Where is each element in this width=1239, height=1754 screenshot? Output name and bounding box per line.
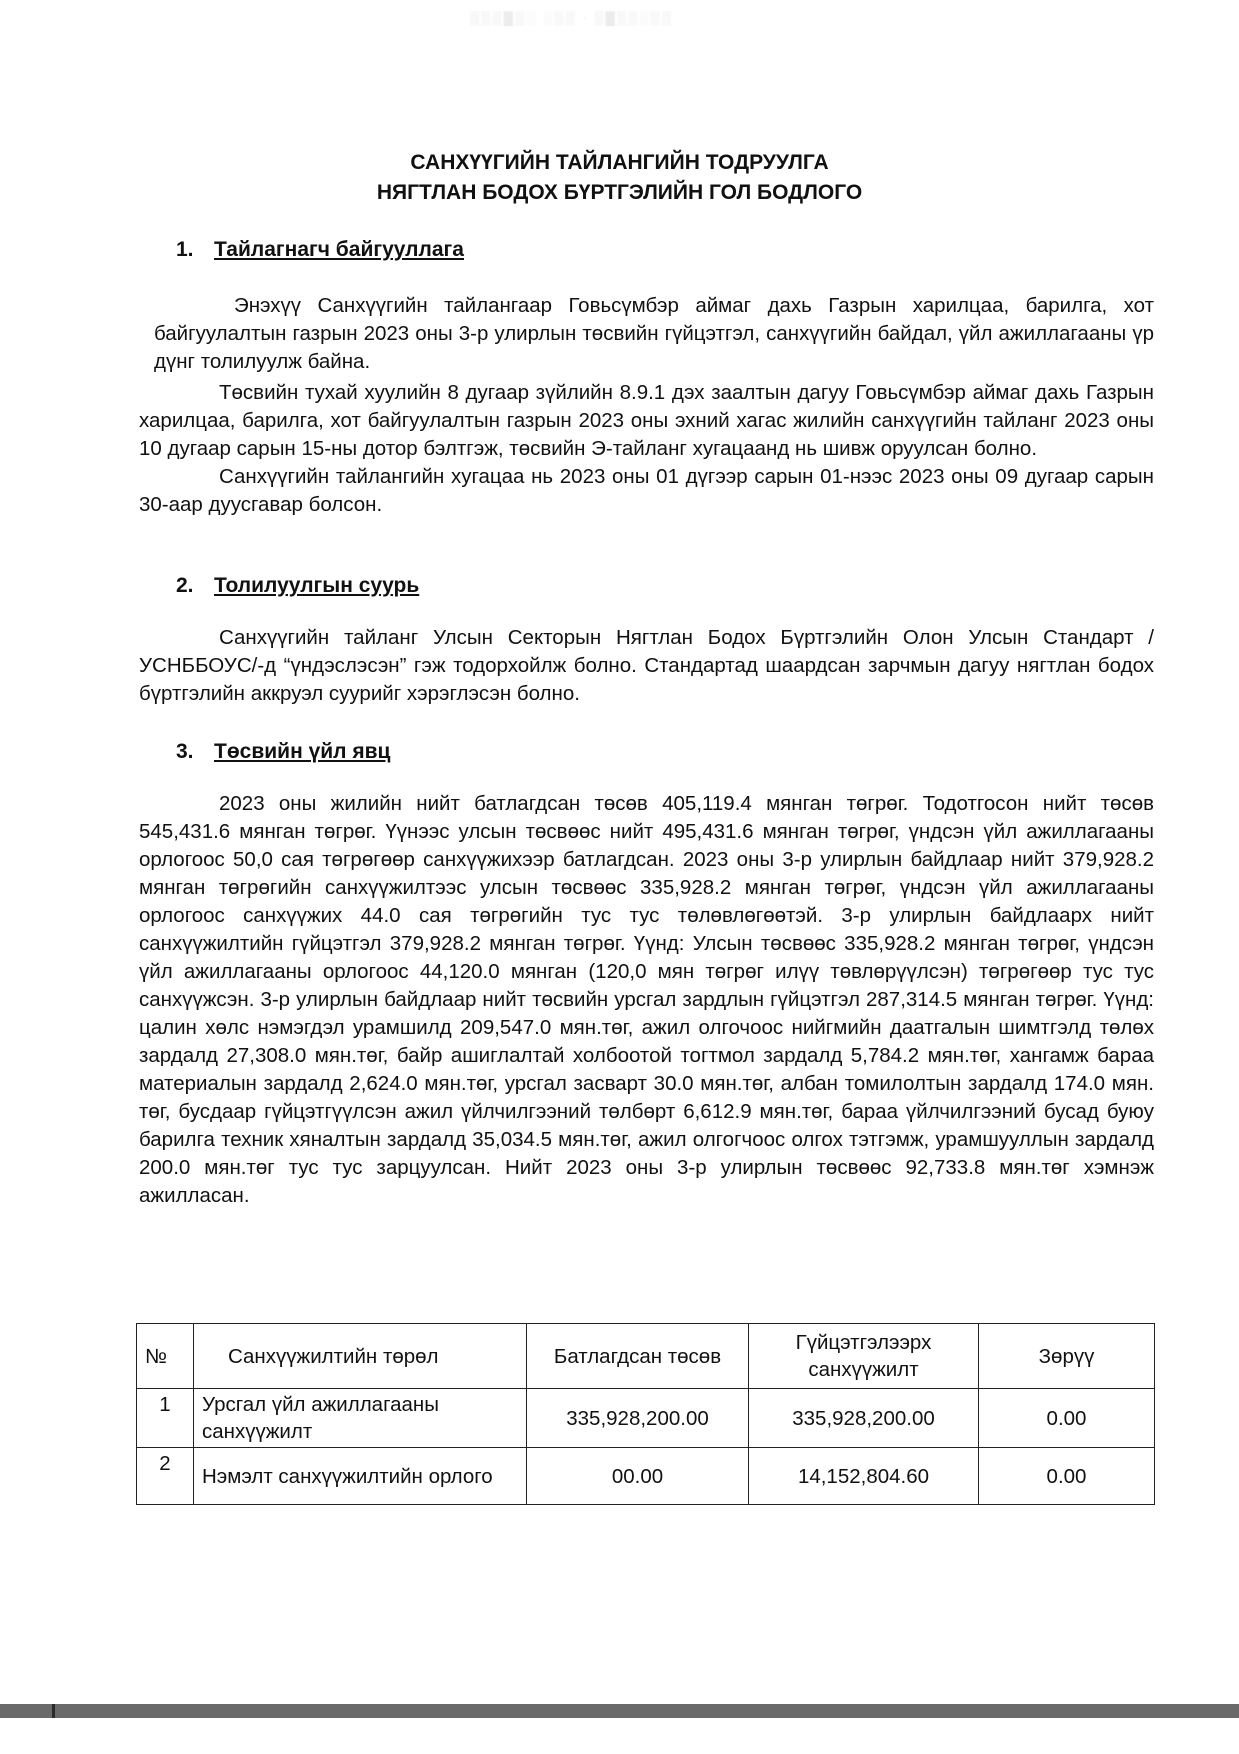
paragraph-text: 2023 оны жилийн нийт батлагдсан төсөв 405,119.4 мянган төгрөг. Тодотгосон нийт төсөв 545,431.6 мянган төгрөг. Үүнээс улсын төсвөөс нийт 495,431.6 мянган төгрөг, үндсэн үйл ажиллагааны орлогоос 50,0 сая төгрөгөөр санхүүжихээр батлагдсан. 2023 оны 3-р улирлын байдлаар нийт 379,928.2 мянган төгрөгийн санхүүжилтээс улсын төсвөөс 335,928.2 мянган төгрөг, үндсэн үйл ажиллагааны орлогоос санхүүжих 44.0 сая төгрөгийн тус тус төлөвлөгөөтэй. 3-р улирлын байдлаарх нийт санхүүжилтийн гүйцэтгэл 379,928.2 мянган төгрөг. Үүнд: Улсын төсвөөс 335,928.2 мянган төгрөг, үндсэн үйл ажиллагааны орлогоос 44,120.0 мянган (120,0 мян төгрөг илүү төвлөрүүлсэн) төгрөгөөр тус тус санхүүжсэн. 3-р улирлын байдлаар нийт төсвийн урсгал зардлын гүйцэтгэл 287,314.5 мянган төгрөг. Үүнд: цалин хөлс нэмэгдэл урамшилд 209,547.0 мян.төг, ажил олгочоос нийгмийн даатгалын шимтгэлд төлөх зардалд 27,308.0 мян.төг, байр ашиглалтай холбоотой тогтмол зардалд 5,784.2 мян.төг, хангамж бараа материалын зардалд 2,624.0 мян.төг, урсгал засварт 30.0 мян.төг, албан томилолтын зардалд 174.0 мян. төг, бусдаар гүйцэтгүүлсэн ажил үйлчилгээний төлбөрт 6,612.9 мян.төг, бараа үйлчилгээний бусад буюу барилга техник хяналтын зардалд 35,034.5 мян.төг, ажил олгогчоос олгох тэтгэмж, урамшууллын зардалд 200.0 мян.төг тус тус зарцуулсан. Нийт 2023 оны 3-р улирлын төсвөөс 92,733.8 мян.төг хэмнэж ажилласан. bbox=[139, 792, 1154, 1207]
section-title: Толилуулгын суурь bbox=[214, 574, 420, 597]
row-actual: 14,152,804.60 bbox=[749, 1448, 979, 1505]
row-actual: 335,928,200.00 bbox=[749, 1389, 979, 1448]
section-3-heading bbox=[176, 738, 390, 766]
section-2-paragraph bbox=[139, 624, 1154, 708]
header-variance: Зөрүү bbox=[979, 1324, 1155, 1389]
header-actual-financing: Гүйцэтгэлээрх санхүүжилт bbox=[749, 1324, 979, 1389]
financing-table bbox=[136, 1323, 1155, 1505]
border-tick bbox=[52, 1704, 55, 1718]
section-title: Төсвийн үйл явц bbox=[214, 740, 391, 763]
header-approved-budget: Батлагдсан төсөв bbox=[527, 1324, 749, 1389]
section-number: 2. bbox=[176, 574, 194, 597]
paragraph-text: Санхүүгийн тайлангийн хугацаа нь 2023 оны 01 дүгээр сарын 01-нээс 2023 оны 09 дугаар сарын 30-аар дуусгавар болсон. bbox=[139, 465, 1154, 516]
table-header-row bbox=[137, 1324, 1155, 1389]
section-title: Тайлагнагч байгууллага bbox=[214, 238, 464, 261]
table-row bbox=[137, 1448, 1155, 1505]
section-1-paragraphs bbox=[139, 379, 1154, 519]
page-title: САНХҮҮГИЙН ТАЙЛАНГИЙН ТОДРУУЛГА bbox=[410, 151, 829, 174]
row-approved: 00.00 bbox=[527, 1448, 749, 1505]
header-financing-type: Санхүүжилтийн төрөл bbox=[194, 1324, 527, 1389]
row-number: 2 bbox=[137, 1448, 194, 1505]
row-approved: 335,928,200.00 bbox=[527, 1389, 749, 1448]
scan-bottom-border bbox=[0, 1704, 1239, 1718]
section-1-heading bbox=[176, 236, 464, 264]
page-subtitle: НЯГТЛАН БОДОХ БҮРТГЭЛИЙН ГОЛ БОДЛОГО bbox=[376, 181, 863, 204]
section-3-paragraph bbox=[139, 790, 1154, 1210]
paragraph-text: Төсвийн тухай хуулийн 8 дугаар зүйлийн 8.9.1 дэх заалтын дагуу Говьсүмбэр аймаг дахь Газрын харилцаа, барилга, хот байгуулалтын газрын 2023 оны эхний хагас жилийн санхүүгийн тайланг 2023 оны 10 дугаар сарын 15-ны дотор бэлтгэж, төсвийн Э-тайланг хугацаанд нь шивж оруулсан болно. bbox=[139, 381, 1154, 460]
header-no: № bbox=[137, 1324, 194, 1389]
section-2-heading bbox=[176, 572, 419, 600]
row-financing-type: Урсгал үйл ажиллагааны санхүүжилт bbox=[194, 1389, 527, 1448]
section-number: 1. bbox=[176, 238, 194, 261]
row-variance: 0.00 bbox=[979, 1389, 1155, 1448]
table-row bbox=[137, 1389, 1155, 1448]
section-number: 3. bbox=[176, 740, 194, 763]
paragraph-text: Энэхүү Санхүүгийн тайлангаар Говьсүмбэр аймаг дахь Газрын харилцаа, барилга, хот байгуулалтын газрын 2023 оны 3-р улирлын төсвийн гүйцэтгэл, санхүүгийн байдал, үйл ажиллагааны үр дүнг толилуулж байна. bbox=[154, 294, 1154, 373]
paragraph-text: Санхүүгийн тайланг Улсын Секторын Нягтлан Бодох Бүртгэлийн Олон Улсын Стандарт /УСНББОУС/-д “үндэслэсэн” гэж тодорхойлж болно. Стандартад шаардсан зарчмын дагуу нягтлан бодох бүртгэлийн аккруэл суурийг хэрэглэсэн болно. bbox=[139, 626, 1154, 705]
row-variance: 0.00 bbox=[979, 1448, 1155, 1505]
section-1-paragraph-1 bbox=[154, 292, 1154, 376]
scan-artifact: ▒▒▒▓▒░ ░▒▒ · ▒▓▒▒░▒▒ bbox=[470, 10, 674, 25]
row-financing-type: Нэмэлт санхүүжилтийн орлого bbox=[194, 1448, 527, 1505]
row-number: 1 bbox=[137, 1389, 194, 1448]
